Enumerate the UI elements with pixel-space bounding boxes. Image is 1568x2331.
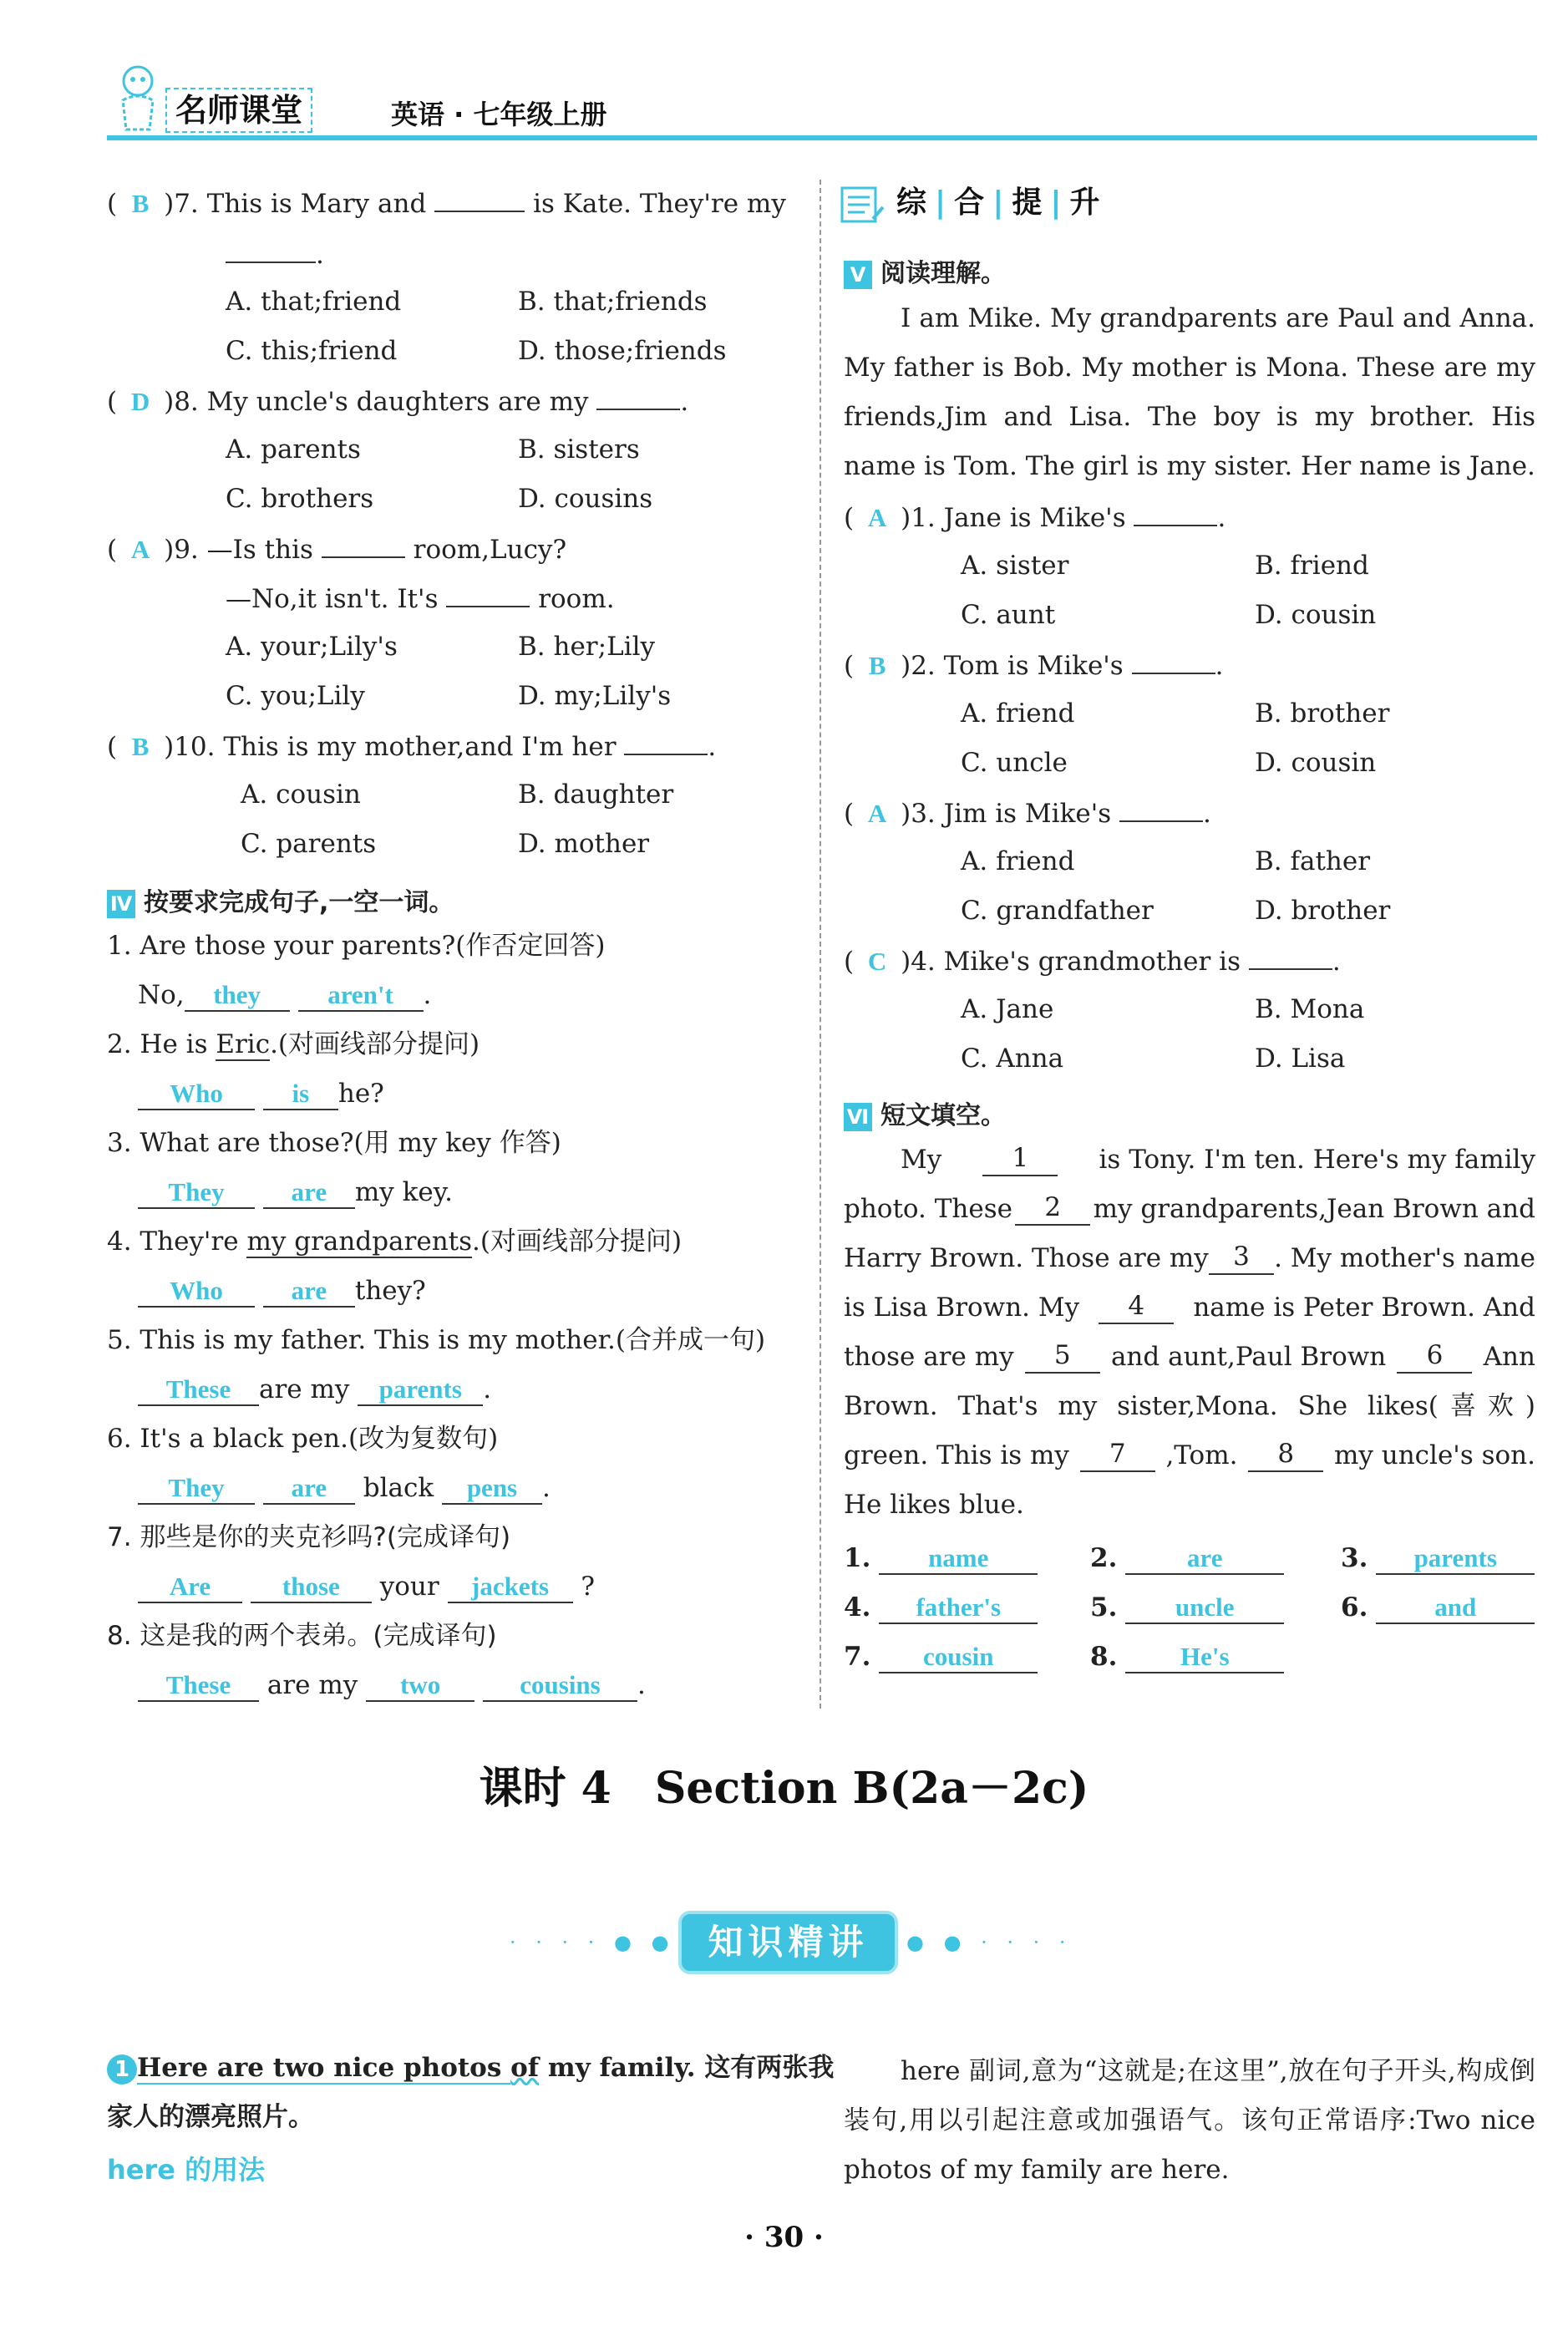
mascot-icon [113,63,163,142]
cloze-line: Brown. That's my sister,Mona. She likes(喜欢) [844,1391,1535,1421]
book-subtitle: 英语 · 七年级上册 [391,99,607,130]
blank [1249,943,1332,970]
cloze-blank: 1 [982,1143,1058,1176]
section-4-title: Ⅳ 按要求完成句子,一空一词。 [107,881,454,918]
cloze-line: My 1 is Tony. I'm ten. Here's my family [901,1143,1535,1175]
option: C. parents [241,829,377,859]
answer-blank: cousin [879,1642,1038,1673]
answer-blank: and [1376,1592,1535,1624]
cloze-answer: 5. uncle [1090,1591,1284,1624]
cloze-blank: 8 [1248,1439,1323,1472]
answer-blank: two [366,1670,474,1702]
option: C. uncle [961,748,1068,778]
cloze-line: is Lisa Brown. My 4 name is Peter Brown. And [844,1291,1535,1323]
blank [446,581,530,607]
cloze-answer: 1. name [844,1541,1038,1575]
answer-8: D [130,387,150,416]
reading-passage: I am Mike. My grandparents are Paul and Anna. My father is Bob. My mother is Mona. These are my friends,Jim and Lisa. The boy is my brother. His name is Tom. The girl is my sister. Her name is Jane. [844,303,1535,481]
answer: C [867,947,887,976]
answer-blank: cousins [483,1670,637,1702]
option: A. Jane [961,994,1054,1024]
answer-7: B [131,189,150,218]
mc-question-10: ( B )10. This is my mother,and I'm her . [107,729,716,764]
key-sentence: 1 Here are two nice photos of my family. 这有两张我 [107,2051,834,2085]
knowledge-banner [501,1907,1073,1974]
section-5-title: Ⅴ 阅读理解。 [844,252,1006,289]
answer: A [867,799,887,828]
answer-blank: These [138,1374,259,1406]
blank [434,185,525,212]
blank [1134,500,1217,526]
answer-blank: parents [358,1374,483,1406]
number-badge: 1 [107,2054,137,2085]
reading-question-3: ( A )3. Jim is Mike's . [844,795,1211,830]
blank [1132,648,1215,674]
cloze-line: Harry Brown. Those are my 3 . My mother's name [844,1242,1535,1273]
mc-question-9: ( A )9. —Is this room,Lucy? [107,531,566,566]
answer-blank: He's [1125,1642,1284,1673]
notebook-icon [840,185,885,224]
blank [596,383,680,410]
usage-explanation: here 副词,意为“这就是;在这里”,放在句子开头,构成倒装句,用以引起注意或加强语气。该句正常语序:Two nice photos of my family are here. [844,2056,1535,2185]
answer-blank: They [138,1473,255,1505]
answer-10: B [131,732,150,761]
s4-question-8: 8. 这是我的两个表弟。(完成译句) [107,1621,497,1651]
answer-blank: are [1125,1543,1284,1575]
cloze-answer: 2. are [1090,1541,1284,1575]
reading-question-4: ( C )4. Mike's grandmother is . [844,943,1341,978]
section-badge: Ⅴ [844,261,872,289]
answer: B [868,651,886,680]
option: A. friend [961,698,1075,729]
blank [1119,795,1203,822]
option: C. brothers [226,484,374,514]
cloze-answer: 6. and [1341,1591,1535,1624]
cloze-answer: 3. parents [1341,1541,1535,1575]
option: D. cousin [1255,600,1377,630]
answer-blank: those [251,1572,372,1603]
option: D. cousins [518,484,653,514]
column-divider [820,180,821,1709]
answer-blank: Who [138,1276,255,1308]
option: D. my;Lily's [518,681,672,711]
option: C. you;Lily [226,681,365,711]
answer: A [867,503,887,532]
cloze-blank: 5 [1025,1340,1100,1374]
answer-blank: uncle [1125,1592,1284,1624]
answer-blank: These [138,1670,259,1702]
s4-question-5: 5. This is my father. This is my mother.(合并成一句) [107,1325,766,1355]
cloze-blank: 2 [1015,1192,1090,1226]
option: B. sisters [518,434,640,465]
answer-blank: Are [138,1572,242,1603]
s4-question-2: 2. He is Eric.(对画线部分提问) [107,1029,480,1059]
cloze-answer: 4. father's [844,1591,1038,1624]
answer-9: A [130,535,150,564]
option: D. Lisa [1255,1044,1346,1074]
answer-blank: pens [442,1473,542,1505]
option: B. her;Lily [518,632,655,662]
s4-question-7: 7. 那些是你的夹克衫吗?(完成译句) [107,1522,511,1552]
banner-label: 知识精讲 [678,1911,898,1974]
option: D. mother [518,829,650,859]
cloze-line: He likes blue. [844,1490,1024,1520]
s4-question-4: 4. They're my grandparents.(对画线部分提问) [107,1226,683,1257]
blank [322,531,405,558]
option: C. grandfather [961,896,1154,926]
option: A. friend [961,846,1075,876]
answer-blank: are [263,1276,355,1308]
cloze-answer: 7. cousin [844,1640,1038,1673]
mc-question-8: ( D )8. My uncle's daughters are my . [107,383,688,419]
usage-title: here 的用法 [107,2154,266,2186]
page-number: · 30 · [744,2221,824,2254]
cloze-blank: 3 [1209,1242,1274,1275]
answer-blank: father's [879,1592,1038,1624]
option: B. daughter [518,780,674,810]
section-badge: Ⅳ [107,890,135,918]
answer-blank: are [263,1473,355,1505]
cloze-answer: 8. He's [1090,1640,1284,1673]
blank [226,236,316,263]
option: B. that;friends [518,287,708,317]
option: A. that;friend [226,287,402,317]
section-badge: Ⅵ [844,1103,872,1131]
key-sentence-translation: 家人的漂亮照片。 [107,2102,314,2132]
answer-blank: are [263,1177,355,1209]
banner-dots-left: · · · · ● ● [510,1931,676,1954]
cloze-blank: 6 [1397,1340,1472,1374]
option: B. Mona [1255,994,1365,1024]
option: B. father [1255,846,1371,876]
option: A. cousin [241,780,361,810]
option: A. sister [961,551,1069,581]
option: B. brother [1255,698,1390,729]
answer-blank: they [185,980,290,1012]
header [0,0,1568,150]
option: D. cousin [1255,748,1377,778]
answer-blank: is [263,1079,338,1110]
answer-blank: Who [138,1079,255,1110]
answer-blank: name [879,1543,1038,1575]
cloze-line: green. This is my 7 ,Tom. 8 my uncle's son. [844,1439,1535,1470]
mc-question-7: ( B )7. This is Mary and is Kate. They're my [107,185,786,221]
header-rule [107,135,1537,140]
option: A. your;Lily's [226,632,398,662]
section-6-title: Ⅵ 短文填空。 [844,1094,1006,1131]
option: C. aunt [961,600,1056,630]
cloze-line: photo. These 2 my grandparents,Jean Brown and [844,1192,1535,1224]
cloze-blank: 7 [1080,1439,1155,1472]
blank [624,729,708,755]
cloze-blank: 4 [1099,1291,1174,1324]
option: D. those;friends [518,336,727,366]
answer-blank: aren't [298,980,424,1012]
reading-question-1: ( A )1. Jane is Mike's . [844,500,1225,535]
brand-title: 名师课堂 [165,88,312,133]
lesson-title: 课时 4 Section B(2a－2c) [479,1763,1089,1814]
s4-question-3: 3. What are those?(用 my key 作答) [107,1128,561,1158]
option: A. parents [226,434,361,465]
answer-blank: jackets [448,1572,573,1603]
answer-blank: They [138,1177,255,1209]
reading-question-2: ( B )2. Tom is Mike's . [844,648,1223,683]
s4-question-1: 1. Are those your parents?(作否定回答) [107,931,606,961]
option: D. brother [1255,896,1391,926]
s4-question-6: 6. It's a black pen.(改为复数句) [107,1424,499,1454]
option: C. Anna [961,1044,1064,1074]
banner-dots-right: ● ● · · · · [906,1931,1073,1954]
answer-blank: parents [1376,1543,1535,1575]
option: C. this;friend [226,336,398,366]
option: B. friend [1255,551,1369,581]
cloze-line: those are my 5 and aunt,Paul Brown 6 Ann [844,1340,1535,1372]
